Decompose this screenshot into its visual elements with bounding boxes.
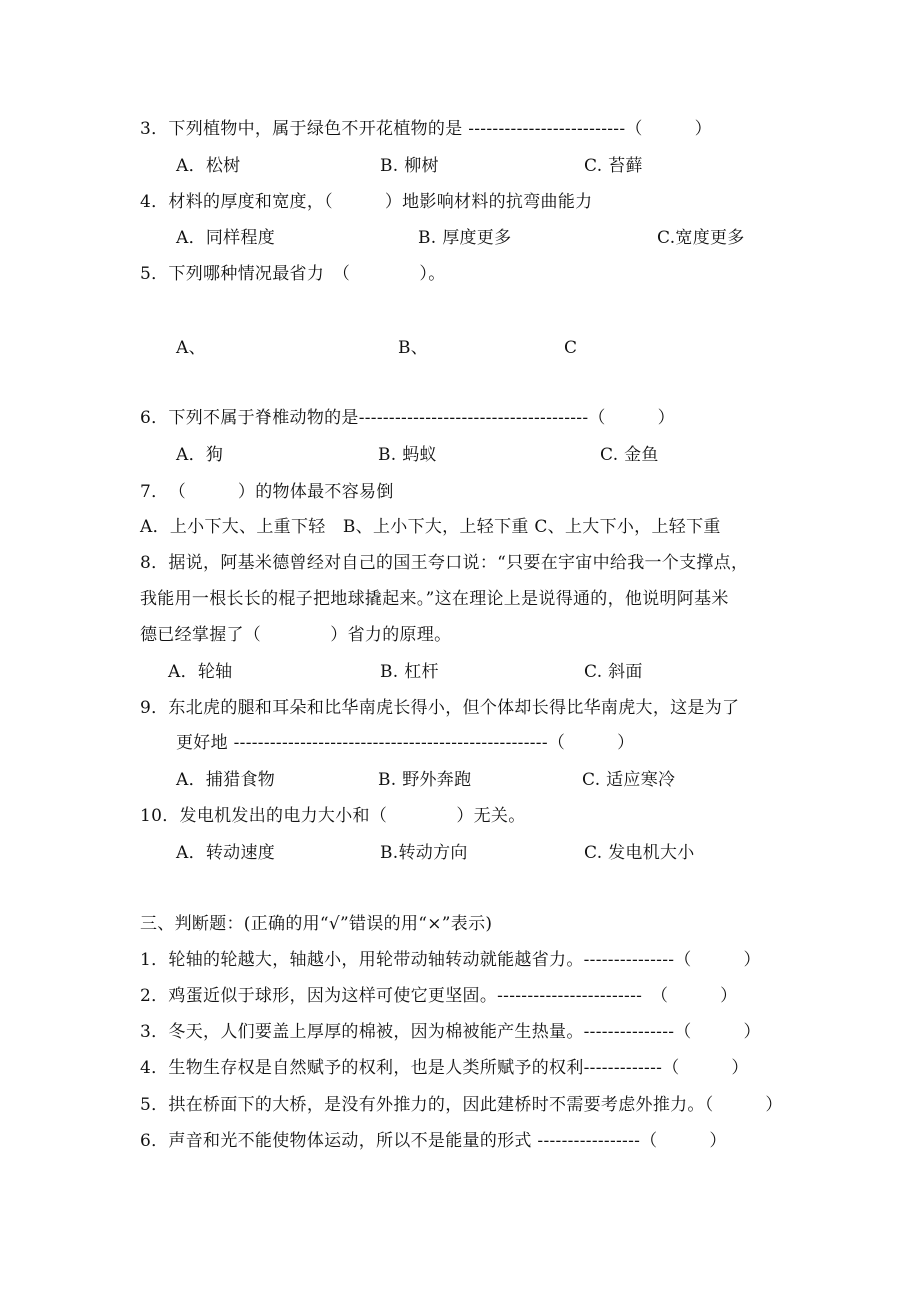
q10-option-a: A．转动速度 — [176, 843, 276, 863]
judge-item-6: 6．声音和光不能使物体运动，所以不是能量的形式 -----------------（ ） — [140, 1131, 727, 1151]
q3-option-c: C. 苔藓 — [584, 156, 643, 176]
judge-item-3: 3．冬天，人们要盖上厚厚的棉被，因为棉被能产生热量。---------------（ ） — [140, 1022, 761, 1042]
judge-item-2: 2．鸡蛋近似于球形，因为这样可使它更坚固。------------------------ （ ） — [140, 986, 738, 1006]
q4-stem: 4．材料的厚度和宽度，（ ）地影响材料的抗弯曲能力 — [140, 192, 593, 212]
q3-option-a: A．松树 — [176, 156, 241, 176]
q9-option-c: C. 适应寒冷 — [582, 770, 676, 790]
q3-option-b: B. 柳树 — [380, 156, 439, 176]
q6-option-a: A．狗 — [176, 445, 224, 465]
judge-item-4: 4．生物生存权是自然赋予的权利，也是人类所赋予的权利-------------（ ） — [140, 1058, 749, 1078]
q5-option-c: C — [564, 338, 578, 358]
q9-option-b: B. 野外奔跑 — [378, 770, 472, 790]
q7-options: A．上小下大、上重下轻 B、上小下大，上轻下重 C、上大下小，上轻下重 — [140, 517, 721, 537]
q10-stem: 10．发电机发出的电力大小和（ ）无关。 — [140, 806, 526, 826]
judge-item-5: 5．拱在桥面下的大桥，是没有外推力的，因此建桥时不需要考虑外推力。（ ） — [140, 1095, 783, 1115]
q8-stem-line-1: 8．据说，阿基米德曾经对自己的国王夸口说：“只要在宇宙中给我一个支撑点， — [140, 553, 749, 573]
q6-option-c: C. 金鱼 — [600, 445, 659, 465]
q9-option-a: A．捕猎食物 — [176, 770, 276, 790]
q9-stem-line-1: 9．东北虎的腿和耳朵和比华南虎长得小，但个体却长得比华南虎大，这是为了 — [140, 698, 740, 718]
q9-stem-line-2: 更好地 ----------------------------------------------------（ ） — [176, 733, 635, 753]
q6-option-b: B. 蚂蚁 — [378, 445, 437, 465]
q7-stem: 7． （ ）的物体最不容易倒 — [140, 482, 394, 502]
q8-option-c: C. 斜面 — [584, 662, 643, 682]
judge-item-1: 1．轮轴的轮越大，轴越小，用轮带动轴转动就能越省力。---------------（ ） — [140, 950, 761, 970]
q5-option-a: A、 — [176, 338, 206, 358]
q4-option-b: B. 厚度更多 — [418, 228, 512, 248]
q8-stem-line-3: 德已经掌握了（ ）省力的原理。 — [140, 625, 452, 645]
q8-stem-line-2: 我能用一根长长的棍子把地球撬起来。”这在理论上是说得通的，他说明阿基米 — [140, 589, 729, 609]
q10-option-c: C. 发电机大小 — [584, 843, 695, 863]
q3-stem: 3．下列植物中，属于绿色不开花植物的是 --------------------------（ ） — [140, 119, 712, 139]
q5-option-b: B、 — [398, 338, 429, 358]
q4-option-a: A．同样程度 — [176, 228, 276, 248]
q10-option-b: B.转动方向 — [380, 843, 468, 863]
q8-option-a: A．轮轴 — [168, 662, 233, 682]
q6-stem: 6．下列不属于脊椎动物的是--------------------------------------（ ） — [140, 408, 675, 428]
q4-option-c: C.宽度更多 — [657, 228, 745, 248]
q5-stem: 5．下列哪种情况最省力 （ ）。 — [140, 264, 446, 284]
section3-heading: 三、判断题：(正确的用“√”错误的用“×”表示) — [140, 914, 493, 934]
q8-option-b: B. 杠杆 — [380, 662, 439, 682]
